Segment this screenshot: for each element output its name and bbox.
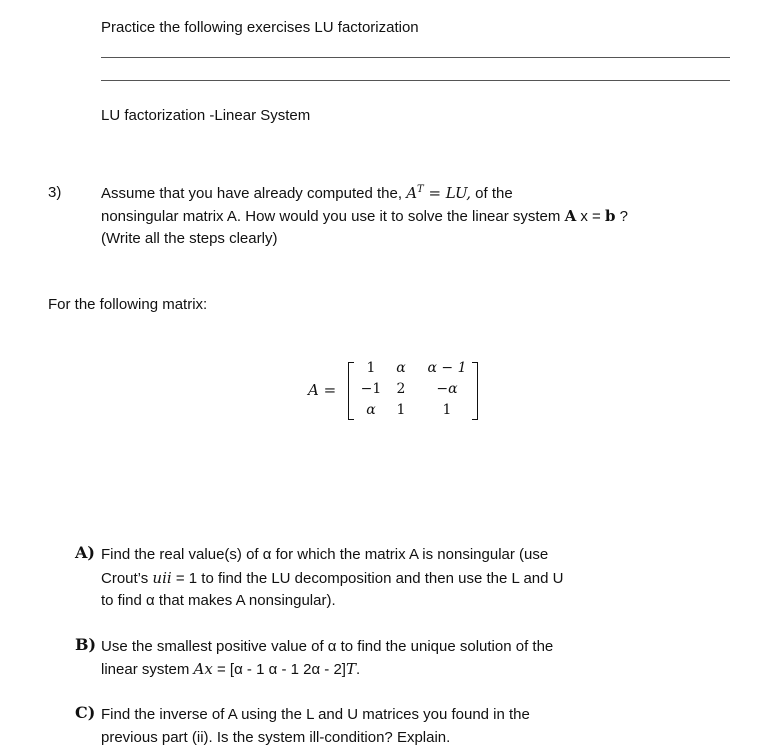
question-line-2: nonsingular matrix A. How would you use it to solve the linear system A x = b ?	[101, 207, 628, 225]
matrix-label: A =	[308, 381, 337, 399]
matrix-cell: 1	[366, 360, 376, 376]
matrix-A	[348, 360, 478, 422]
part-b-line-2: linear system Ax = [α - 1 α - 1 2α - 2]T.	[101, 660, 361, 678]
question-line-1: Assume that you have already computed the, $A^T$ = LU, of the	[101, 184, 513, 202]
matrix-cell: −1	[360, 381, 382, 397]
page-title: Practice the following exercises LU factorization	[101, 19, 419, 36]
matrix-cell: 1	[396, 402, 406, 418]
matrix-equation	[308, 360, 488, 422]
answer-line	[101, 57, 730, 58]
matrix-cell: α	[396, 360, 406, 376]
question-number: 3)	[48, 184, 62, 201]
matrix-cell: −α	[436, 381, 458, 397]
part-letter-a: A)	[75, 543, 95, 562]
matrix-cell: 1	[442, 402, 452, 418]
question-line-3: (Write all the steps clearly)	[101, 230, 278, 247]
part-a-line-1: Find the real value(s) of α for which the matrix A is nonsingular (use	[101, 546, 549, 563]
answer-line	[101, 80, 730, 81]
matrix-cell: α − 1	[427, 360, 467, 376]
part-b-line-1: Use the smallest positive value of α to find the unique solution of the	[101, 638, 554, 655]
part-c-line-2: previous part (ii). Is the system ill-condition? Explain.	[101, 729, 451, 746]
section-heading: LU factorization -Linear System	[101, 107, 311, 124]
part-letter-c: C)	[75, 703, 96, 722]
part-a-line-2: Crout’s uii = 1 to find the LU decomposition and then use the L and U	[101, 569, 564, 587]
left-bracket	[348, 362, 354, 420]
matrix-cell: α	[366, 402, 376, 418]
matrix-cell: 2	[396, 381, 406, 397]
matrix-intro: For the following matrix:	[48, 296, 208, 313]
part-a-line-3: to find α that makes A nonsingular).	[101, 592, 336, 609]
part-letter-b: B)	[75, 635, 97, 654]
part-c-line-1: Find the inverse of A using the L and U matrices you found in the	[101, 706, 530, 723]
